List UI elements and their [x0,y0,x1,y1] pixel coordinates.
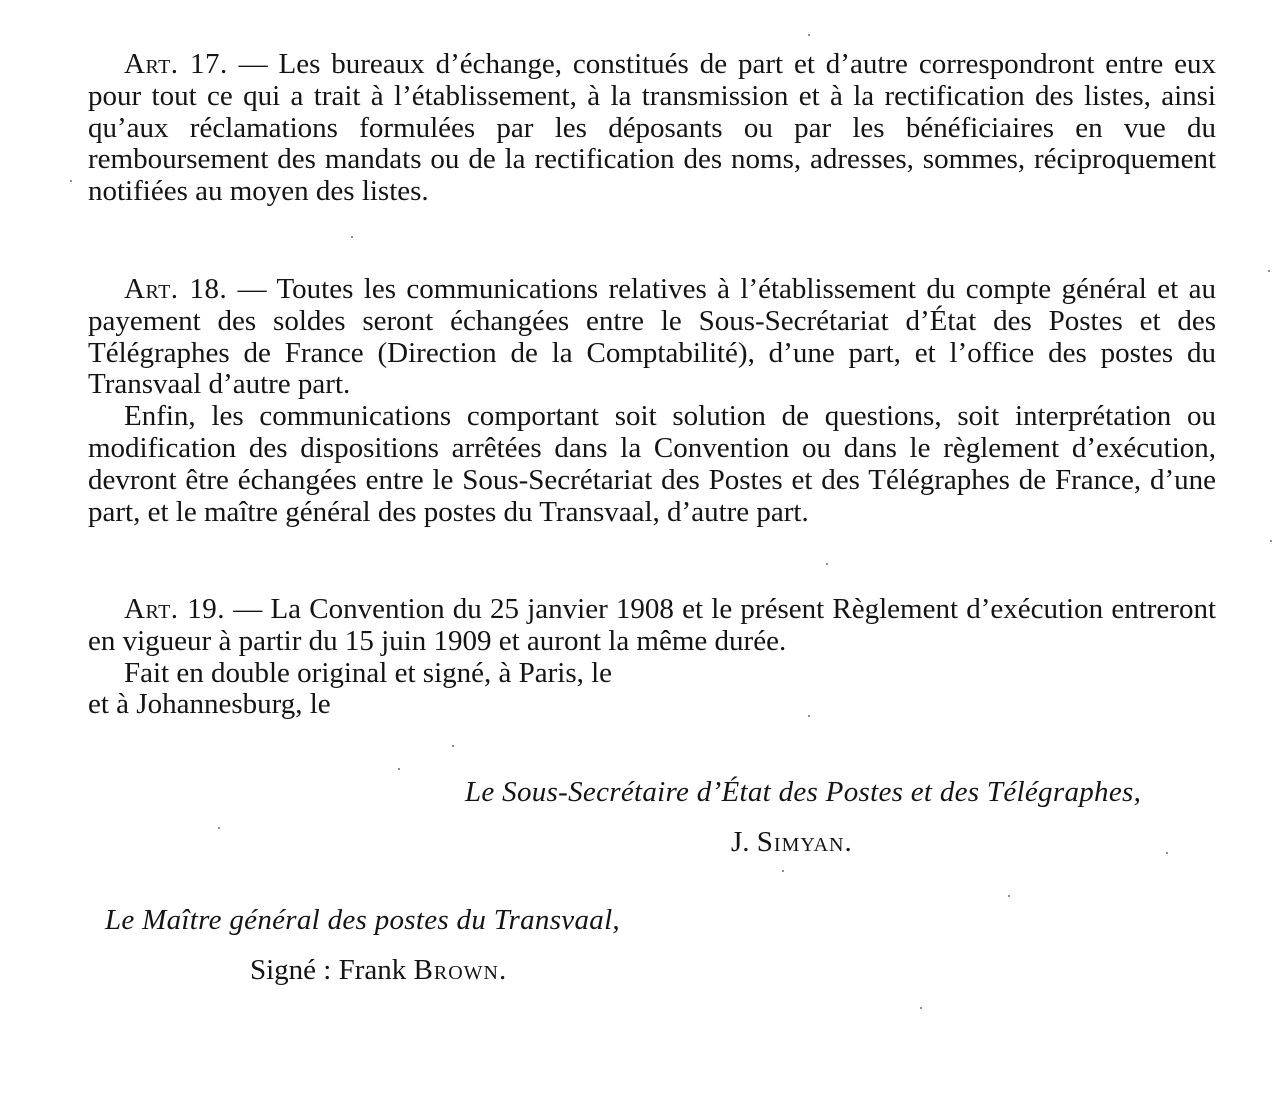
signature-france-name [731,826,853,858]
article-17-number: Art. 17. [124,48,228,80]
scan-speck [398,768,400,770]
article-17 [88,49,1216,208]
article-18-text-1: — Toutes les communications relatives à l’établissement du compte général et au payement des soldes seront échangées entre le Sous-Secrétariat d’État des Postes et des Télégraphes de France (Direction de la Comptabilité), d’une part, et l’office des postes du Transvaal d’autre part. [88,273,1216,401]
scan-speck [808,715,810,717]
scan-speck [452,745,454,747]
scan-speck [1268,270,1270,272]
scan-speck [1008,895,1010,897]
article-17-text: — Les bureaux d’échange, constitués de part et d’autre correspondront entre eux pour tout ce qui a trait à l’établissement, à la transmission et à la rectification des listes, ainsi qu’aux réclamations formulées par les déposants ou par les bénéficiaires en vue du remboursement des mandats ou de la rectification des noms, adresses, sommes, réciproquement notifiées au moyen des listes. [88,48,1216,208]
article-19-number: Art. 19. [124,593,226,625]
scan-speck [826,563,828,565]
article-18-number: Art. 18. [124,273,228,305]
scan-speck [782,870,784,872]
closing-part-2: et à Johannesburg, le [88,688,331,721]
scan-speck [218,827,220,829]
signature-transvaal-prefix: Signé : Frank [250,954,407,986]
scan-speck [920,1007,922,1009]
closing-statement-2 [88,689,1216,721]
signature-france-title: Le Sous-Secrétaire d’État des Postes et des Télégraphes, [465,776,1142,808]
signature-france-surname: Simyan. [756,826,853,858]
article-19-paragraph [88,594,1216,658]
article-17-paragraph [88,49,1216,208]
article-19 [88,594,1216,721]
closing-statement [88,658,1216,690]
article-18-paragraph-1 [88,274,1216,401]
signature-france-initial: J. [731,826,750,858]
scan-speck [70,180,72,182]
scan-speck [351,236,353,238]
scan-speck [808,34,810,36]
article-18 [88,274,1216,528]
signature-transvaal-surname: Brown. [413,954,508,986]
signature-transvaal-name [250,954,507,986]
closing-part-1: Fait en double original et signé, à Paris, le [124,656,613,689]
scan-speck [1270,540,1272,542]
scan-speck [1166,852,1168,854]
signature-transvaal-title: Le Maître général des postes du Transvaal, [105,904,620,936]
article-19-text: — La Convention du 25 janvier 1908 et le présent Règlement d’exécution entreront en vigueur à partir du 15 juin 1909 et auront la même durée. [88,593,1216,657]
article-18-paragraph-2: Enfin, les communications comportant soit solution de questions, soit interprétation ou modification des dispositions arrêtées dans la Convention ou dans le règlement d’exécution, devront être échangées entre le Sous-Secrétariat des Postes et des Télégraphes de France, d’une part, et le maître général des postes du Transvaal, d’autre part. [88,400,1216,528]
blank-date-gap [612,658,1216,690]
